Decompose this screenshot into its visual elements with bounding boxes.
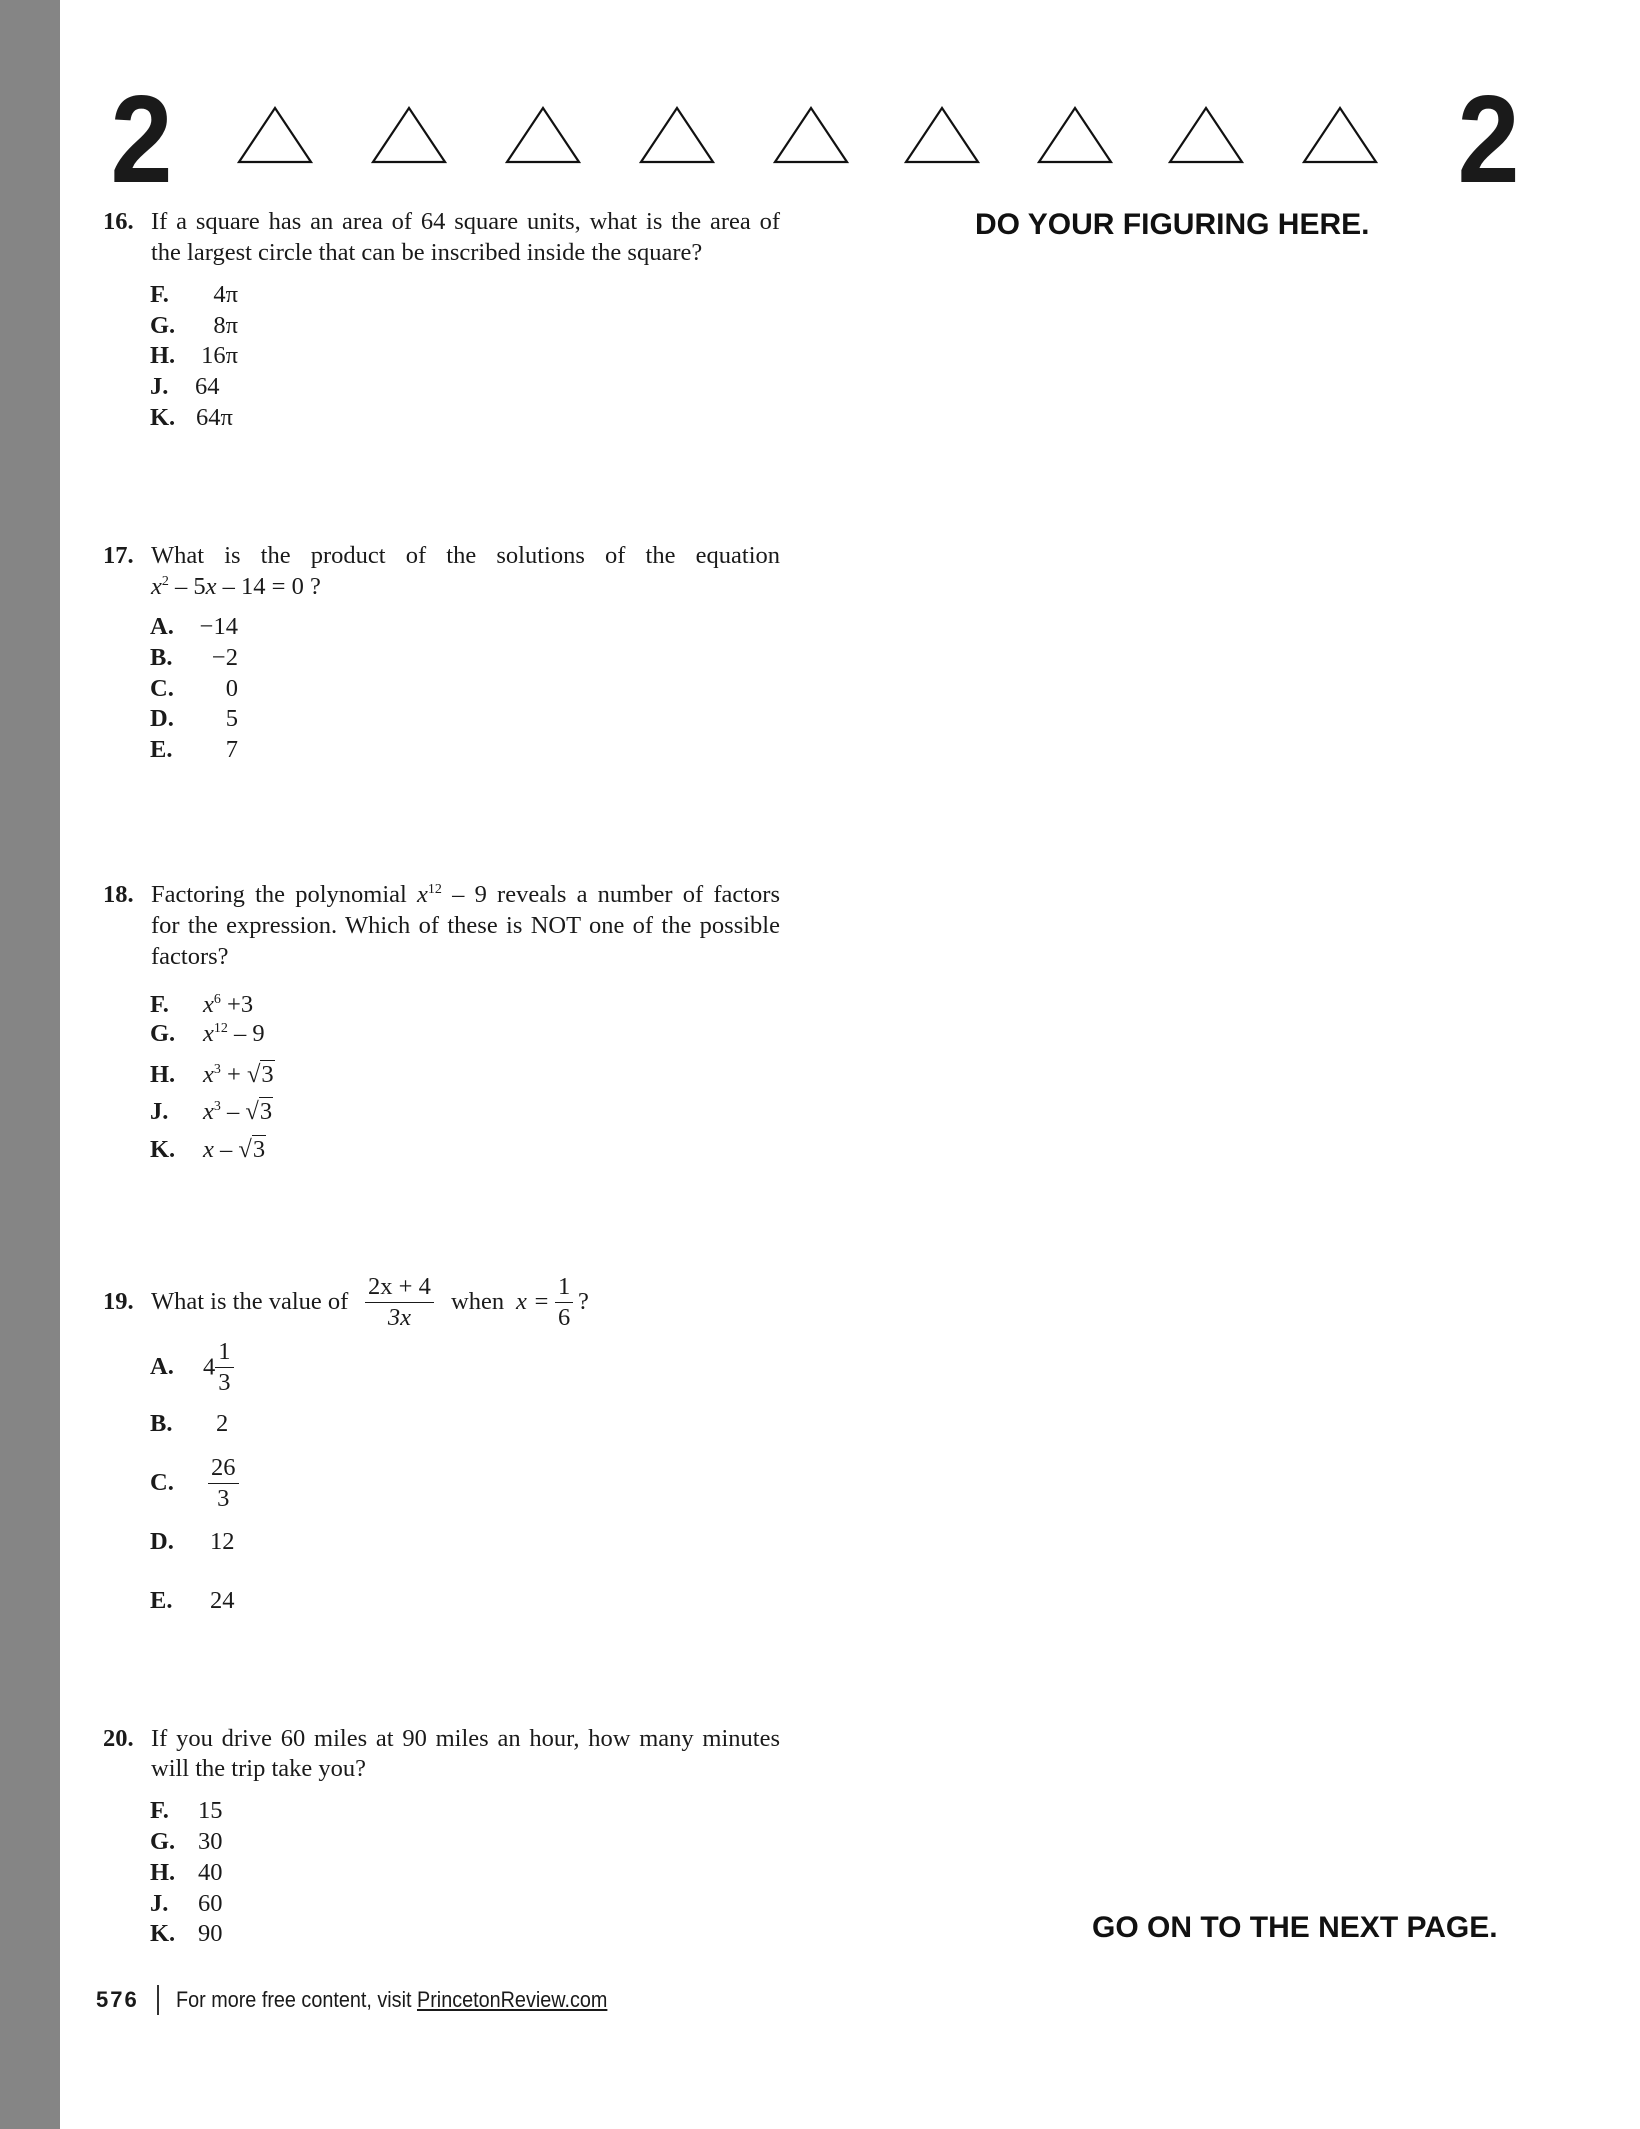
question-number: 18. — [103, 881, 134, 908]
triangle-icon — [1302, 106, 1378, 164]
option-value: 16π — [201, 342, 238, 369]
option-letter[interactable]: G. — [150, 1020, 176, 1047]
option-letter[interactable]: H. — [150, 1061, 176, 1088]
princeton-review-link[interactable]: PrincetonReview.com — [416, 1987, 608, 2012]
option-letter[interactable]: B. — [150, 1410, 173, 1437]
option-letter[interactable]: J. — [150, 1098, 169, 1125]
option-letter[interactable]: C. — [150, 675, 174, 702]
option-value: 40 — [198, 1859, 223, 1886]
question-text: the largest circle that can be inscribed inside the square? — [151, 239, 703, 266]
section-number-left: 2 — [110, 71, 173, 209]
option-value: x – √3 — [203, 1136, 266, 1163]
option-letter[interactable]: F. — [150, 281, 169, 308]
option-value: 5 — [225, 705, 238, 732]
figuring-note: DO YOUR FIGURING HERE. — [975, 208, 1370, 241]
option-letter[interactable]: E. — [150, 1587, 173, 1614]
triangle-icon — [904, 106, 980, 164]
option-letter[interactable]: B. — [150, 644, 173, 671]
option-value: $x^3 + √3$ — [203, 1061, 274, 1088]
question-number: 19. — [103, 1288, 134, 1315]
footer-text: For more free content, visit PrincetonReview.com — [176, 1987, 608, 2012]
option-value: 30 — [198, 1828, 223, 1855]
question-number: 17. — [103, 542, 134, 569]
question-text: What is the product of the solutions of the equation — [151, 542, 780, 569]
option-value: $x^{12} - 9$ — [203, 1020, 265, 1047]
triangle-icon — [639, 106, 715, 164]
question-text: Factoring the polynomial $x^{12} - 9$ reveals a number of factors — [151, 881, 780, 908]
option-value: 12 — [210, 1528, 235, 1555]
option-value: 24 — [210, 1587, 235, 1614]
option-value: 60 — [198, 1890, 223, 1917]
option-letter[interactable]: C. — [150, 1469, 174, 1496]
x-value-fraction: $\frac{1}{6}$ — [555, 1272, 573, 1333]
question-mark: ? — [578, 1288, 589, 1315]
option-letter[interactable]: G. — [150, 312, 176, 339]
option-value: 8π — [213, 312, 238, 339]
option-value: 0 — [225, 675, 238, 702]
triangle-icon — [505, 106, 581, 164]
page-number: 576 — [96, 1987, 139, 2012]
option-letter[interactable]: H. — [150, 1859, 176, 1886]
triangle-icon — [371, 106, 447, 164]
option-value: −2 — [211, 644, 238, 671]
triangle-icon — [237, 106, 313, 164]
triangle-icon — [773, 106, 849, 164]
option-letter[interactable]: F. — [150, 991, 169, 1018]
triangle-icon — [1168, 106, 1244, 164]
option-value: 4π — [213, 281, 238, 308]
option-value: $x^3 - √3$ — [203, 1098, 273, 1125]
option-value: 15 — [198, 1797, 223, 1824]
triangle-icon — [1037, 106, 1113, 164]
x-equals: x = — [516, 1288, 550, 1315]
question-text: when — [451, 1288, 505, 1315]
expression-fraction: $\frac{2x + 4}{3x}$ — [365, 1272, 434, 1333]
question-text: If you drive 60 miles at 90 miles an hour, how many minutes — [151, 1725, 780, 1752]
question-text: will the trip take you? — [151, 1755, 366, 1782]
footer-divider — [157, 1985, 159, 2015]
option-value: 4 $\frac{1}{3}$ — [203, 1337, 234, 1398]
option-letter[interactable]: A. — [150, 1353, 174, 1380]
option-value: −14 — [199, 613, 238, 640]
question-text: What is the value of — [151, 1288, 349, 1315]
equation: $x^2 - 5x - 14 = 0$ ? — [151, 573, 321, 600]
option-value: $\frac{26}{3}$ — [208, 1453, 239, 1514]
option-letter[interactable]: J. — [150, 1890, 169, 1917]
question-text: If a square has an area of 64 square units, what is the area of — [151, 208, 780, 235]
option-letter[interactable]: K. — [150, 404, 176, 431]
option-value: 2 — [216, 1410, 229, 1437]
option-letter[interactable]: K. — [150, 1136, 176, 1163]
question-number: 20. — [103, 1725, 134, 1752]
option-letter[interactable]: D. — [150, 705, 174, 732]
question-text: factors? — [151, 943, 229, 970]
option-letter[interactable]: E. — [150, 736, 173, 763]
section-number-right: 2 — [1457, 71, 1520, 209]
option-letter[interactable]: G. — [150, 1828, 176, 1855]
option-letter[interactable]: D. — [150, 1528, 174, 1555]
option-value: 90 — [198, 1920, 223, 1947]
question-text: for the expression. Which of these is NOT one of the possible — [151, 912, 780, 939]
option-letter[interactable]: A. — [150, 613, 174, 640]
option-letter[interactable]: H. — [150, 342, 176, 369]
option-value: $x^6 +3$ — [203, 991, 254, 1018]
option-letter[interactable]: K. — [150, 1920, 176, 1947]
option-value: 64 — [195, 373, 220, 400]
option-value: 64π — [196, 404, 233, 431]
page-edge-bar — [0, 0, 60, 2129]
next-page-note: GO ON TO THE NEXT PAGE. — [1092, 1911, 1498, 1944]
option-letter[interactable]: F. — [150, 1797, 169, 1824]
option-letter[interactable]: J. — [150, 373, 169, 400]
option-value: 7 — [225, 736, 238, 763]
question-number: 16. — [103, 208, 134, 235]
